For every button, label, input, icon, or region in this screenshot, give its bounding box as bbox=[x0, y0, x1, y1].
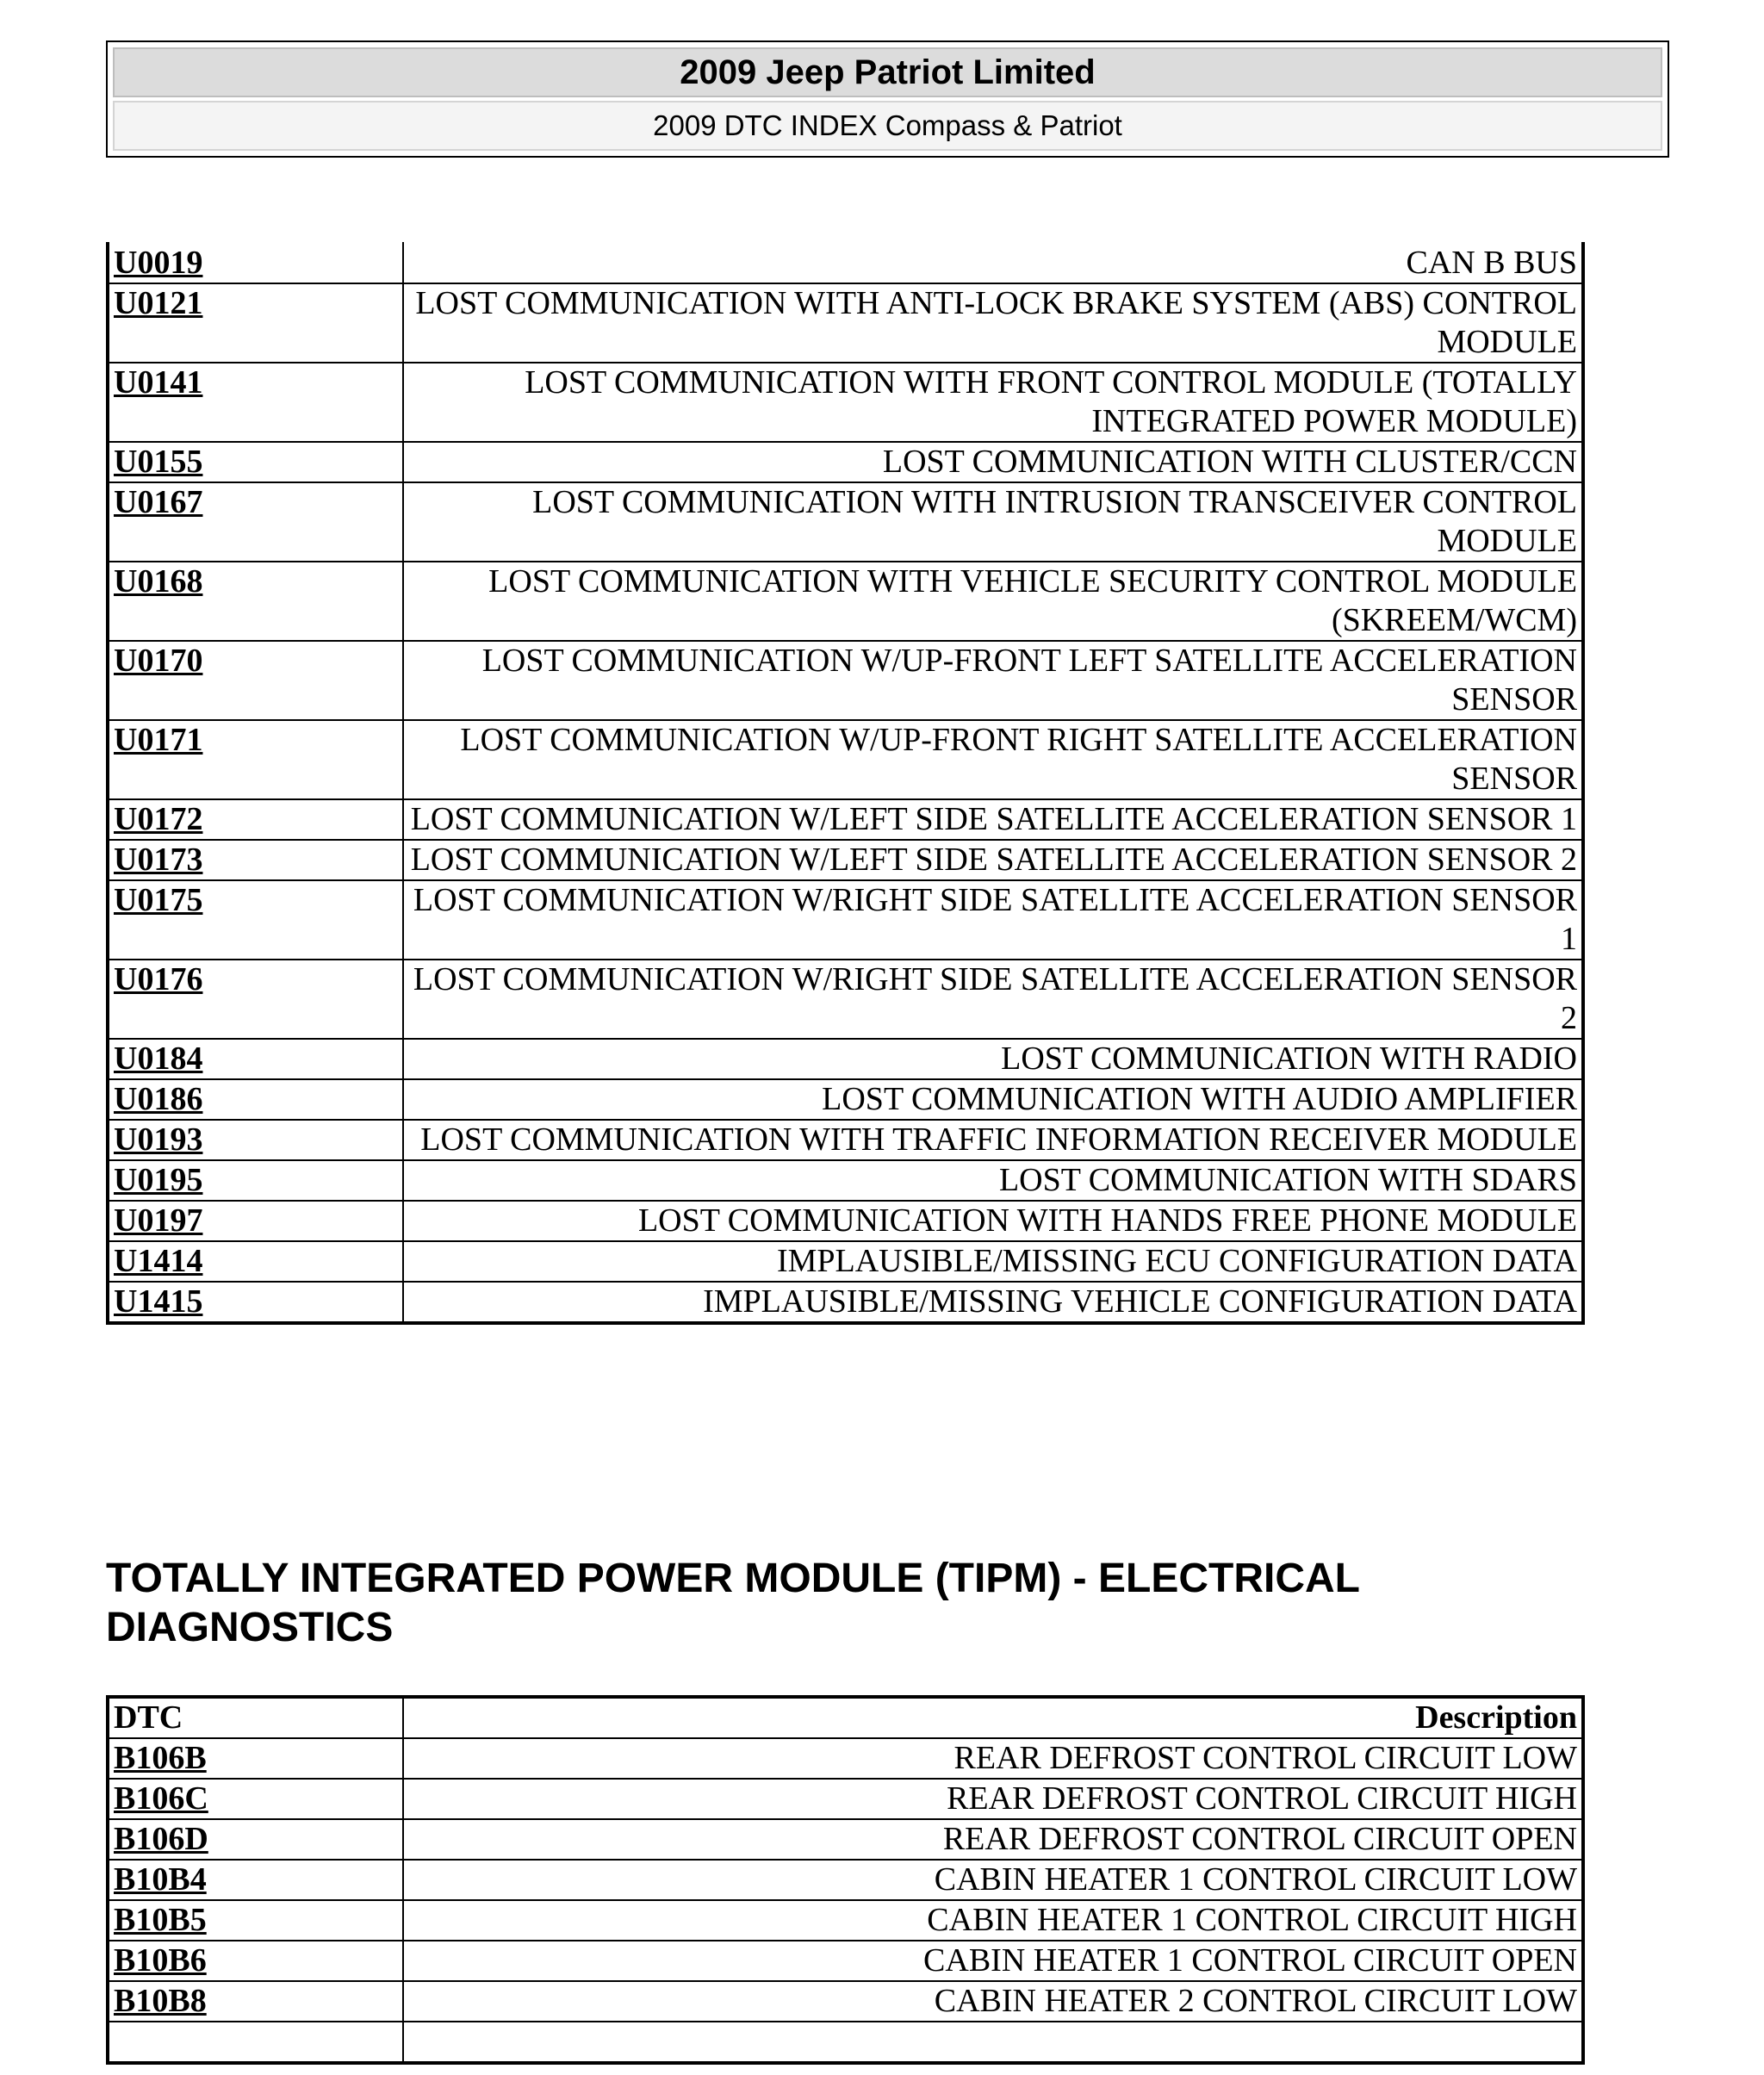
dtc-code-cell bbox=[108, 442, 403, 482]
page-header bbox=[106, 40, 1669, 158]
dtc-description bbox=[403, 2022, 1583, 2063]
dtc-code-link[interactable]: B10B4 bbox=[114, 1861, 207, 1898]
dtc-code-link[interactable]: U0197 bbox=[114, 1202, 203, 1239]
dtc-description: LOST COMMUNICATION WITH AUDIO AMPLIFIER bbox=[403, 1079, 1583, 1120]
dtc-code-link[interactable]: B106C bbox=[114, 1780, 208, 1817]
dtc-description: LOST COMMUNICATION WITH HANDS FREE PHONE MODULE bbox=[403, 1201, 1583, 1241]
table-row bbox=[108, 880, 1583, 960]
page-subtitle: 2009 DTC INDEX Compass & Patriot bbox=[113, 101, 1662, 151]
dtc-description: LOST COMMUNICATION W/UP-FRONT LEFT SATELLITE ACCELERATION SENSOR bbox=[403, 641, 1583, 720]
table-row bbox=[108, 1738, 1583, 1779]
table-row bbox=[108, 1900, 1583, 1941]
dtc-code-link[interactable]: U0155 bbox=[114, 444, 203, 480]
dtc-description: CAN B BUS bbox=[403, 242, 1583, 283]
dtc-code-link[interactable]: U0195 bbox=[114, 1162, 203, 1198]
dtc-description: CABIN HEATER 1 CONTROL CIRCUIT HIGH bbox=[403, 1900, 1583, 1941]
dtc-code-link[interactable]: U0168 bbox=[114, 563, 203, 600]
table-row bbox=[108, 799, 1583, 840]
dtc-code-link[interactable]: U0171 bbox=[114, 722, 203, 758]
table-row bbox=[108, 1160, 1583, 1201]
dtc-description: IMPLAUSIBLE/MISSING ECU CONFIGURATION DATA bbox=[403, 1241, 1583, 1282]
column-header-description: Description bbox=[403, 1697, 1583, 1738]
table-row bbox=[108, 1819, 1583, 1860]
dtc-description: REAR DEFROST CONTROL CIRCUIT LOW bbox=[403, 1738, 1583, 1779]
dtc-code-cell bbox=[108, 1160, 403, 1201]
dtc-code-cell bbox=[108, 641, 403, 720]
dtc-code-link[interactable]: B10B5 bbox=[114, 1902, 207, 1938]
dtc-description: REAR DEFROST CONTROL CIRCUIT OPEN bbox=[403, 1819, 1583, 1860]
dtc-code-link[interactable]: U0167 bbox=[114, 484, 203, 520]
dtc-code-cell bbox=[108, 283, 403, 363]
dtc-description: LOST COMMUNICATION WITH ANTI-LOCK BRAKE SYSTEM (ABS) CONTROL MODULE bbox=[403, 283, 1583, 363]
dtc-code-cell bbox=[108, 1039, 403, 1079]
dtc-code-cell bbox=[108, 840, 403, 880]
table-row bbox=[108, 562, 1583, 641]
dtc-code-cell bbox=[108, 562, 403, 641]
dtc-code-cell bbox=[108, 1900, 403, 1941]
dtc-code-cell bbox=[108, 880, 403, 960]
table-row bbox=[108, 1282, 1583, 1323]
table-row bbox=[108, 363, 1583, 442]
dtc-code-cell bbox=[108, 799, 403, 840]
dtc-code-cell bbox=[108, 1201, 403, 1241]
dtc-code-cell bbox=[108, 1079, 403, 1120]
dtc-code-link[interactable]: U1415 bbox=[114, 1283, 203, 1320]
table-row bbox=[108, 1201, 1583, 1241]
dtc-description: LOST COMMUNICATION W/LEFT SIDE SATELLITE ACCELERATION SENSOR 1 bbox=[403, 799, 1583, 840]
table-row bbox=[108, 1941, 1583, 1981]
dtc-description: LOST COMMUNICATION W/RIGHT SIDE SATELLITE ACCELERATION SENSOR 2 bbox=[403, 960, 1583, 1039]
dtc-description: LOST COMMUNICATION WITH FRONT CONTROL MODULE (TOTALLY INTEGRATED POWER MODULE) bbox=[403, 363, 1583, 442]
dtc-code-link[interactable]: U0186 bbox=[114, 1081, 203, 1117]
dtc-description: REAR DEFROST CONTROL CIRCUIT HIGH bbox=[403, 1779, 1583, 1819]
dtc-code-link[interactable]: U0193 bbox=[114, 1121, 203, 1158]
dtc-code-cell bbox=[108, 1981, 403, 2022]
table-row bbox=[108, 1241, 1583, 1282]
dtc-code-link[interactable]: U0176 bbox=[114, 961, 203, 997]
table-row bbox=[108, 482, 1583, 562]
dtc-code-link[interactable]: U1414 bbox=[114, 1243, 203, 1279]
table-row bbox=[108, 720, 1583, 799]
dtc-code-cell bbox=[108, 242, 403, 283]
table-row bbox=[108, 1981, 1583, 2022]
dtc-code-cell bbox=[108, 2022, 403, 2063]
table-row bbox=[108, 442, 1583, 482]
dtc-code-cell bbox=[108, 1779, 403, 1819]
dtc-code-link[interactable]: U0019 bbox=[114, 245, 203, 281]
dtc-code-link[interactable]: U0172 bbox=[114, 801, 203, 837]
dtc-description: LOST COMMUNICATION W/LEFT SIDE SATELLITE ACCELERATION SENSOR 2 bbox=[403, 840, 1583, 880]
dtc-code-cell bbox=[108, 1738, 403, 1779]
section-heading: TOTALLY INTEGRATED POWER MODULE (TIPM) - ELECTRICAL DIAGNOSTICS bbox=[106, 1556, 1360, 1650]
table-header-row bbox=[108, 1697, 1583, 1738]
dtc-description: LOST COMMUNICATION W/UP-FRONT RIGHT SATELLITE ACCELERATION SENSOR bbox=[403, 720, 1583, 799]
dtc-description: LOST COMMUNICATION WITH INTRUSION TRANSCEIVER CONTROL MODULE bbox=[403, 482, 1583, 562]
table-row bbox=[108, 242, 1583, 283]
dtc-code-link[interactable]: U0121 bbox=[114, 285, 203, 321]
dtc-code-cell bbox=[108, 1819, 403, 1860]
dtc-code-link[interactable]: U0184 bbox=[114, 1041, 203, 1077]
dtc-code-link[interactable]: U0175 bbox=[114, 882, 203, 918]
table-row bbox=[108, 840, 1583, 880]
table-row bbox=[108, 1779, 1583, 1819]
dtc-code-link[interactable]: U0170 bbox=[114, 643, 203, 679]
dtc-table-tipm bbox=[106, 1695, 1585, 2065]
dtc-code-link[interactable]: B106B bbox=[114, 1740, 207, 1776]
table-row bbox=[108, 283, 1583, 363]
dtc-code-cell bbox=[108, 1241, 403, 1282]
dtc-description: CABIN HEATER 1 CONTROL CIRCUIT OPEN bbox=[403, 1941, 1583, 1981]
dtc-table-u-codes bbox=[106, 242, 1585, 1325]
page-title: 2009 Jeep Patriot Limited bbox=[113, 47, 1662, 97]
dtc-code-cell bbox=[108, 1860, 403, 1900]
dtc-code-cell bbox=[108, 720, 403, 799]
dtc-code-cell bbox=[108, 1282, 403, 1323]
table-row bbox=[108, 1079, 1583, 1120]
dtc-description: LOST COMMUNICATION W/RIGHT SIDE SATELLITE ACCELERATION SENSOR 1 bbox=[403, 880, 1583, 960]
dtc-code-cell bbox=[108, 363, 403, 442]
dtc-description: LOST COMMUNICATION WITH CLUSTER/CCN bbox=[403, 442, 1583, 482]
table-row bbox=[108, 960, 1583, 1039]
table-row bbox=[108, 2022, 1583, 2063]
table-row bbox=[108, 1039, 1583, 1079]
dtc-code-cell bbox=[108, 482, 403, 562]
dtc-description: LOST COMMUNICATION WITH SDARS bbox=[403, 1160, 1583, 1201]
dtc-description: IMPLAUSIBLE/MISSING VEHICLE CONFIGURATION DATA bbox=[403, 1282, 1583, 1323]
dtc-code-link[interactable]: B106D bbox=[114, 1821, 208, 1857]
dtc-code-link[interactable]: U0141 bbox=[114, 364, 203, 401]
table-row bbox=[108, 641, 1583, 720]
dtc-code-link[interactable]: B10B6 bbox=[114, 1942, 207, 1979]
dtc-code-link[interactable]: U0173 bbox=[114, 842, 203, 878]
dtc-code-cell bbox=[108, 960, 403, 1039]
dtc-code-cell bbox=[108, 1120, 403, 1160]
column-header-dtc: DTC bbox=[108, 1697, 403, 1738]
dtc-description: LOST COMMUNICATION WITH TRAFFIC INFORMATION RECEIVER MODULE bbox=[403, 1120, 1583, 1160]
dtc-description: CABIN HEATER 1 CONTROL CIRCUIT LOW bbox=[403, 1860, 1583, 1900]
dtc-description: CABIN HEATER 2 CONTROL CIRCUIT LOW bbox=[403, 1981, 1583, 2022]
dtc-code-link[interactable]: B10B8 bbox=[114, 1983, 207, 2019]
dtc-description: LOST COMMUNICATION WITH RADIO bbox=[403, 1039, 1583, 1079]
dtc-description: LOST COMMUNICATION WITH VEHICLE SECURITY CONTROL MODULE (SKREEM/WCM) bbox=[403, 562, 1583, 641]
table-row bbox=[108, 1120, 1583, 1160]
dtc-code-cell bbox=[108, 1941, 403, 1981]
table-row bbox=[108, 1860, 1583, 1900]
